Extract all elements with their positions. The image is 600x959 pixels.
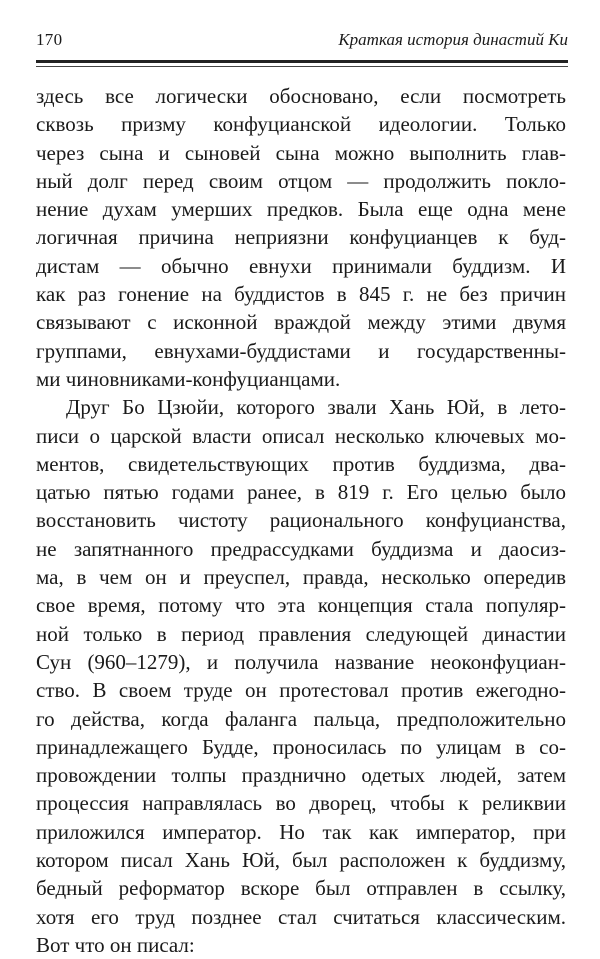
body-text bbox=[36, 82, 566, 959]
page-number: 170 bbox=[36, 30, 63, 49]
text-line: здесь все логически обосновано, если посмотреть bbox=[36, 84, 566, 108]
text-line: не запятнанного предрассудками буддизма и даосиз- bbox=[36, 536, 566, 561]
text-line: Сун (960–1279), и получила название неоконфуциан- bbox=[36, 649, 566, 674]
page-header bbox=[36, 24, 568, 54]
running-title: Краткая история династий Ки bbox=[338, 30, 568, 49]
text-line: дистам — обычно евнухи принимали буддизм. И bbox=[36, 253, 566, 278]
text-line: провождении толпы празднично одетых людей, затем bbox=[36, 763, 566, 788]
header-rule-thick bbox=[36, 60, 568, 63]
text-line: цатью пятью годами ранее, в 819 г. Его целью было bbox=[36, 480, 566, 505]
text-line: бедный реформатор вскоре был отправлен в ссылку, bbox=[36, 876, 566, 901]
text-line: ство. В своем труде он протестовал против ежегодно- bbox=[36, 678, 566, 703]
text-line: Друг Бо Цзюйи, которого звали Хань Юй, в лето- bbox=[66, 395, 566, 420]
text-line: через сына и сыновей сына можно выполнить глав- bbox=[36, 140, 566, 165]
text-line: логичная причина неприязни конфуцианцев к буд- bbox=[36, 225, 566, 250]
text-line: сквозь призму конфуцианской идеологии. Только bbox=[36, 112, 566, 137]
text-line: писи о царской власти описал несколько ключевых мо- bbox=[36, 423, 566, 448]
text-line: ный долг перед своим отцом — продолжить покло- bbox=[36, 168, 566, 193]
text-line: Вот что он писал: bbox=[36, 932, 195, 957]
text-line: как раз гонение на буддистов в 845 г. не без причин bbox=[36, 282, 566, 307]
text-line: хотя его труд позднее стал считаться классическим. bbox=[36, 904, 566, 929]
header-rule-thin bbox=[36, 66, 568, 67]
paragraph-1 bbox=[36, 82, 566, 393]
text-line: группами, евнухами-буддистами и государственны- bbox=[36, 338, 566, 363]
text-line: нение духам умерших предков. Была еще одна мене bbox=[36, 197, 566, 222]
text-line: ма, в чем он и преуспел, правда, несколько опередив bbox=[36, 565, 566, 590]
text-line: го действа, когда фаланга пальца, предположительно bbox=[36, 706, 566, 731]
text-line: ной только в период правления следующей династии bbox=[36, 621, 566, 646]
text-line: ментов, свидетельствующих против буддизма, два- bbox=[36, 451, 566, 476]
text-line: приложился император. Но так как император, при bbox=[36, 819, 566, 844]
paragraph-2 bbox=[36, 393, 566, 959]
text-line: процессия направлялась во дворец, чтобы к реликвии bbox=[36, 791, 566, 816]
text-line: принадлежащего Будде, проносилась по улицам в со- bbox=[36, 734, 566, 759]
text-line: котором писал Хань Юй, был расположен к буддизму, bbox=[36, 848, 566, 873]
text-line: свое время, потому что эта концепция стала популяр- bbox=[36, 593, 566, 618]
text-line: восстановить чистоту рационального конфуцианства, bbox=[36, 508, 566, 533]
text-line: ми чиновниками-конфуцианцами. bbox=[36, 366, 341, 391]
text-line: связывают с исконной враждой между этими двумя bbox=[36, 310, 566, 335]
